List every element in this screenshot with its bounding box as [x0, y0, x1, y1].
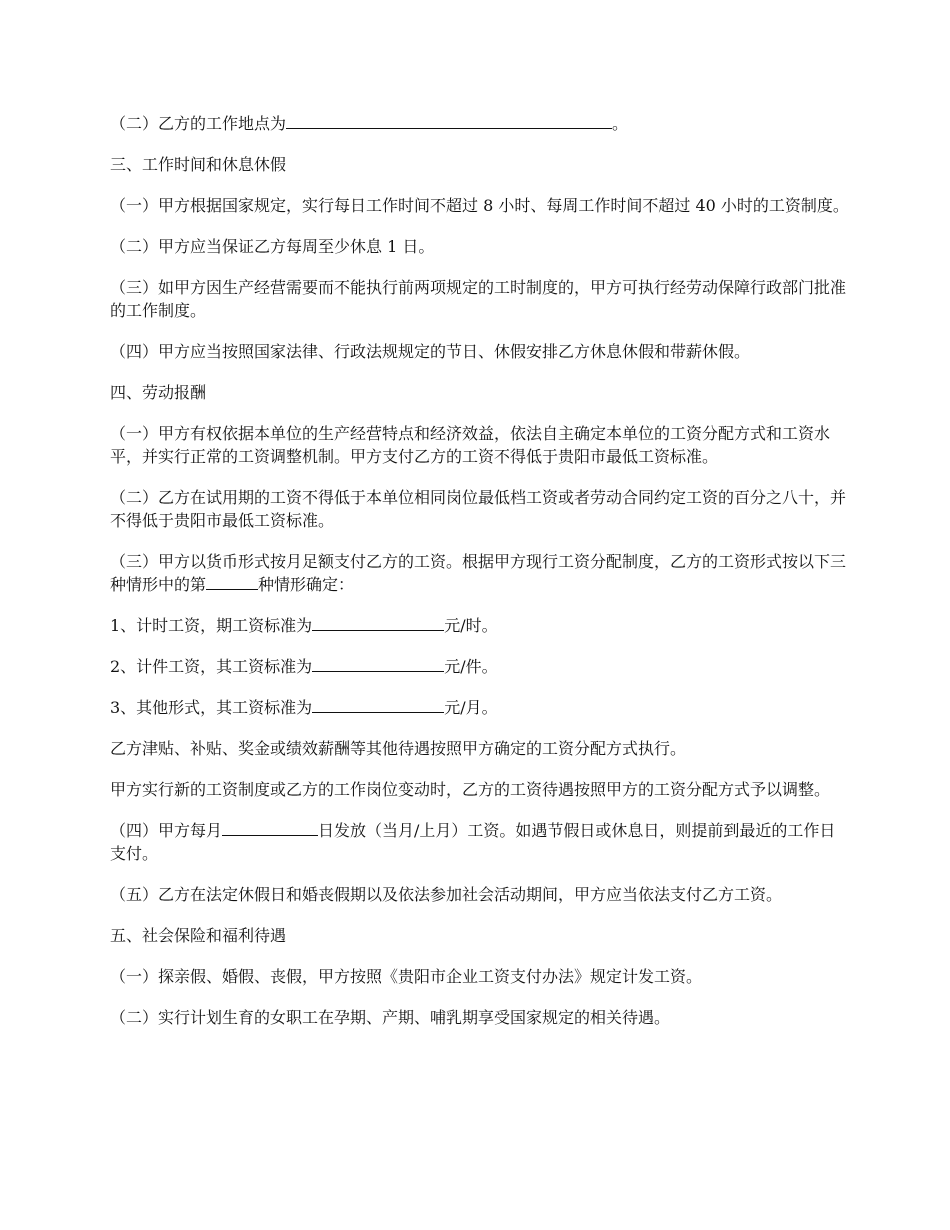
wage-form-option-blank[interactable] [206, 573, 258, 590]
other-wage-blank[interactable] [312, 696, 444, 713]
paragraph-family-leave: （一）探亲假、婚假、丧假，甲方按照《贵阳市企业工资支付办法》规定计发工资。 [110, 967, 703, 986]
payday-label: （四）甲方每月 [110, 821, 223, 840]
paragraph-wage-form [110, 550, 850, 596]
paragraph-work-hours: （一）甲方根据国家规定，实行每日工作时间不超过 8 小时、每周工作时间不超过 40 小时的工资制度。 [110, 196, 849, 215]
section-heading-remuneration: 四、劳动报酬 [110, 383, 207, 402]
paragraph-payday [110, 819, 850, 865]
paragraph-hourly-wage [110, 614, 850, 637]
payday-blank[interactable] [222, 819, 318, 836]
hourly-wage-unit: 元/时。 [444, 616, 498, 635]
work-location-label: （二）乙方的工作地点为 [110, 114, 287, 133]
paragraph-maternity-benefits: （二）实行计划生育的女职工在孕期、产期、哺乳期享受国家规定的相关待遇。 [110, 1008, 671, 1027]
paragraph-holidays: （四）甲方应当按照国家法律、行政法规规定的节日、休假安排乙方休息休假和带薪休假。 [110, 342, 751, 361]
paragraph-weekly-rest: （二）甲方应当保证乙方每周至少休息 1 日。 [110, 237, 435, 256]
section-heading-work-time: 三、工作时间和休息休假 [110, 155, 287, 174]
other-wage-label: 3、其他形式，其工资标准为 [110, 698, 313, 717]
paragraph-piece-wage [110, 655, 850, 678]
paragraph-allowances: 乙方津贴、补贴、奖金或绩效薪酬等其他待遇按照甲方确定的工资分配方式执行。 [110, 739, 687, 758]
payday-suffix: 日发放（当月/上月）工资。如遇节假日或休息日，则提前到最近的工作日支付。 [110, 821, 836, 863]
hourly-wage-label: 1、计时工资，期工资标准为 [110, 616, 313, 635]
work-location-blank[interactable] [286, 112, 612, 129]
paragraph-work-location [110, 112, 850, 135]
wage-form-suffix: 种情形确定： [258, 575, 355, 594]
section-heading-social-insurance: 五、社会保险和福利待遇 [110, 926, 287, 945]
paragraph-wage-adjustment: 甲方实行新的工资制度或乙方的工作岗位变动时，乙方的工资待遇按照甲方的工资分配方式予以调整。 [110, 780, 831, 799]
document-page [110, 112, 850, 1047]
piece-wage-unit: 元/件。 [444, 657, 498, 676]
paragraph-wage-distribution: （一）甲方有权依据本单位的生产经营特点和经济效益，依法自主确定本单位的工资分配方式和工资水平，并实行正常的工资调整机制。甲方支付乙方的工资不得低于贵阳市最低工资标准。 [110, 424, 831, 466]
wage-form-text: （三）甲方以货币形式按月足额支付乙方的工资。根据甲方现行工资分配制度，乙方的工资形式按以下三种情形中的第 [110, 552, 847, 594]
paragraph-statutory-leave-pay: （五）乙方在法定休假日和婚丧假期以及依法参加社会活动期间，甲方应当依法支付乙方工资。 [110, 885, 783, 904]
piece-wage-blank[interactable] [312, 655, 444, 672]
piece-wage-label: 2、计件工资，其工资标准为 [110, 657, 313, 676]
paragraph-special-schedule: （三）如甲方因生产经营需要而不能执行前两项规定的工时制度的，甲方可执行经劳动保障行政部门批准的工作制度。 [110, 278, 847, 320]
other-wage-unit: 元/月。 [444, 698, 498, 717]
paragraph-probation-wage: （二）乙方在试用期的工资不得低于本单位相同岗位最低档工资或者劳动合同约定工资的百分之八十，并不得低于贵阳市最低工资标准。 [110, 488, 847, 530]
paragraph-other-wage [110, 696, 850, 719]
hourly-wage-blank[interactable] [312, 614, 444, 631]
work-location-suffix: 。 [612, 114, 629, 133]
